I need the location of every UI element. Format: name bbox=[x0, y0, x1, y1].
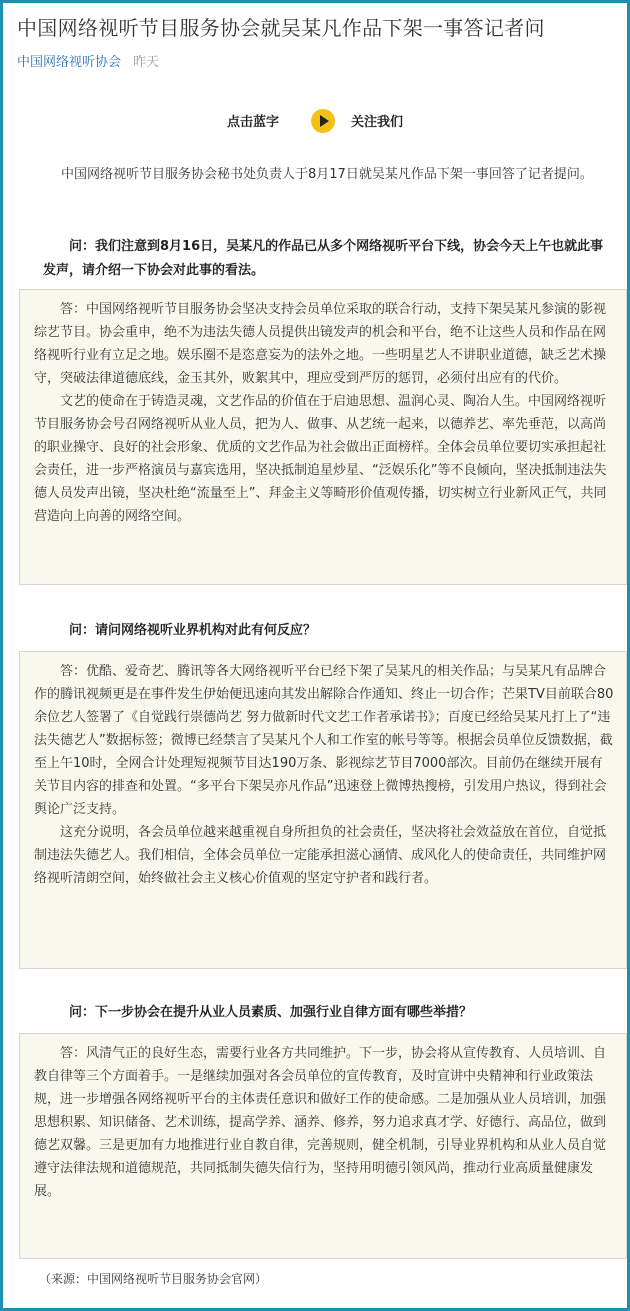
answer-3-paragraph-1: 答：风清气正的良好生态，需要行业各方共同维护。下一步，协会将从宣传教育、人员培训、自教自律等三个方面着手。一是继续加强对各会员单位的宣传教育，及时宣讲中央精神和行业政策法规，进一步增强各网络视听平台的主体责任意识和做好工作的使命感。二是加强从业人员培训，加强思想积累、知识储备、艺术训练，提高学养、涵养、修养，努力追求真才学、好德行、高品位，做到德艺双馨。三是更加有力地推进行业自教自律，完善规则，健全机制，引导业界机构和从业人员自觉遵守法律法规和道德规范，共同抵制失德失信行为，坚持用明德引领风尚，推动行业高质量健康发展。 bbox=[34, 1046, 607, 1199]
intro-paragraph: 中国网络视听节目服务协会秘书处负责人于8月17日就吴某凡作品下架一事回答了记者提问。 bbox=[61, 167, 593, 182]
question-1: 问：我们注意到8月16日，吴某凡的作品已从多个网络视听平台下线，协会今天上午也就此事发声，请介绍一下协会对此事的看法。 bbox=[43, 239, 604, 278]
publish-date: 昨天 bbox=[133, 55, 160, 70]
follow-banner[interactable] bbox=[3, 107, 630, 135]
account-name-link[interactable]: 中国网络视听协会 bbox=[17, 55, 122, 70]
question-3: 问：下一步协会在提升从业人员素质、加强行业自律方面有哪些举措？ bbox=[69, 1005, 473, 1020]
play-icon bbox=[311, 109, 335, 133]
question-2: 问：请问网络视听业界机构对此有何反应？ bbox=[69, 623, 317, 638]
source-note: （来源：中国网络视听节目服务协会官网） bbox=[39, 1272, 268, 1286]
answer-2-paragraph-1: 答：优酷、爱奇艺、腾讯等各大网络视听平台已经下架了吴某凡的相关作品；与吴某凡有品牌合作的腾讯视频更是在事件发生伊始便迅速向其发出解除合作通知、终止一切合作；芒果TV目前联合80余位艺人签署了《自觉践行崇德尚艺 努力做新时代文艺工作者承诺书》；百度已经给吴某凡打上了“违法失德艺人”数据标签；微博已经禁言了吴某凡个人和工作室的帐号等等。根据会员单位反馈数据，截至上午10时，全网合计处理短视频节目达190万条、影视综艺节目7000部次。目前仍在继续开展有关节目内容的排查和处置。“多平台下架吴亦凡作品”迅速登上微博热搜榜，引发用户热议，得到社会舆论广泛支持。 bbox=[34, 664, 614, 817]
answer-box-3 bbox=[19, 1033, 627, 1259]
follow-us-text: 关注我们 bbox=[351, 115, 404, 130]
answer-1-paragraph-2: 文艺的使命在于铸造灵魂，文艺作品的价值在于启迪思想、温润心灵、陶冶人生。中国网络视听节目服务协会号召网络视听从业人员，把为人、做事、从艺统一起来，以德养艺、率先垂范，以高尚的职业操守、良好的社会形象、优质的文艺作品为社会做出正面榜样。全体会员单位要切实承担起社会责任，进一步严格演员与嘉宾选用，坚决抵制追星炒星、“泛娱乐化”等不良倾向，坚决抵制违法失德人员发声出镜，坚决杜绝“流量至上”、拜金主义等畸形价值观传播，切实树立行业新风正气，共同营造向上向善的网络空间。 bbox=[34, 394, 607, 524]
article-meta bbox=[17, 53, 159, 73]
follow-prompt-text: 点击蓝字 bbox=[227, 115, 280, 130]
answer-box-2 bbox=[19, 651, 627, 969]
answer-box-1 bbox=[19, 289, 627, 585]
answer-1-paragraph-1: 答：中国网络视听节目服务协会坚决支持会员单位采取的联合行动，支持下架吴某凡参演的影视综艺节目。协会重申，绝不为违法失德人员提供出镜发声的机会和平台，绝不让这些人员和作品在网络视听行业有立足之地。娱乐圈不是恣意妄为的法外之地。一些明星艺人不讲职业道德，缺乏艺术操守，突破法律道德底线，金玉其外，败絮其中，理应受到严厉的惩罚，必须付出应有的代价。 bbox=[34, 302, 607, 386]
answer-2-paragraph-2: 这充分说明，各会员单位越来越重视自身所担负的社会责任，坚决将社会效益放在首位，自觉抵制违法失德艺人。我们相信，全体会员单位一定能承担滋心涵情、成风化人的使命责任，共同维护网络视听清朗空间，始终做社会主义核心价值观的坚定守护者和践行者。 bbox=[34, 825, 607, 886]
article-title: 中国网络视听节目服务协会就吴某凡作品下架一事答记者问 bbox=[17, 16, 545, 40]
